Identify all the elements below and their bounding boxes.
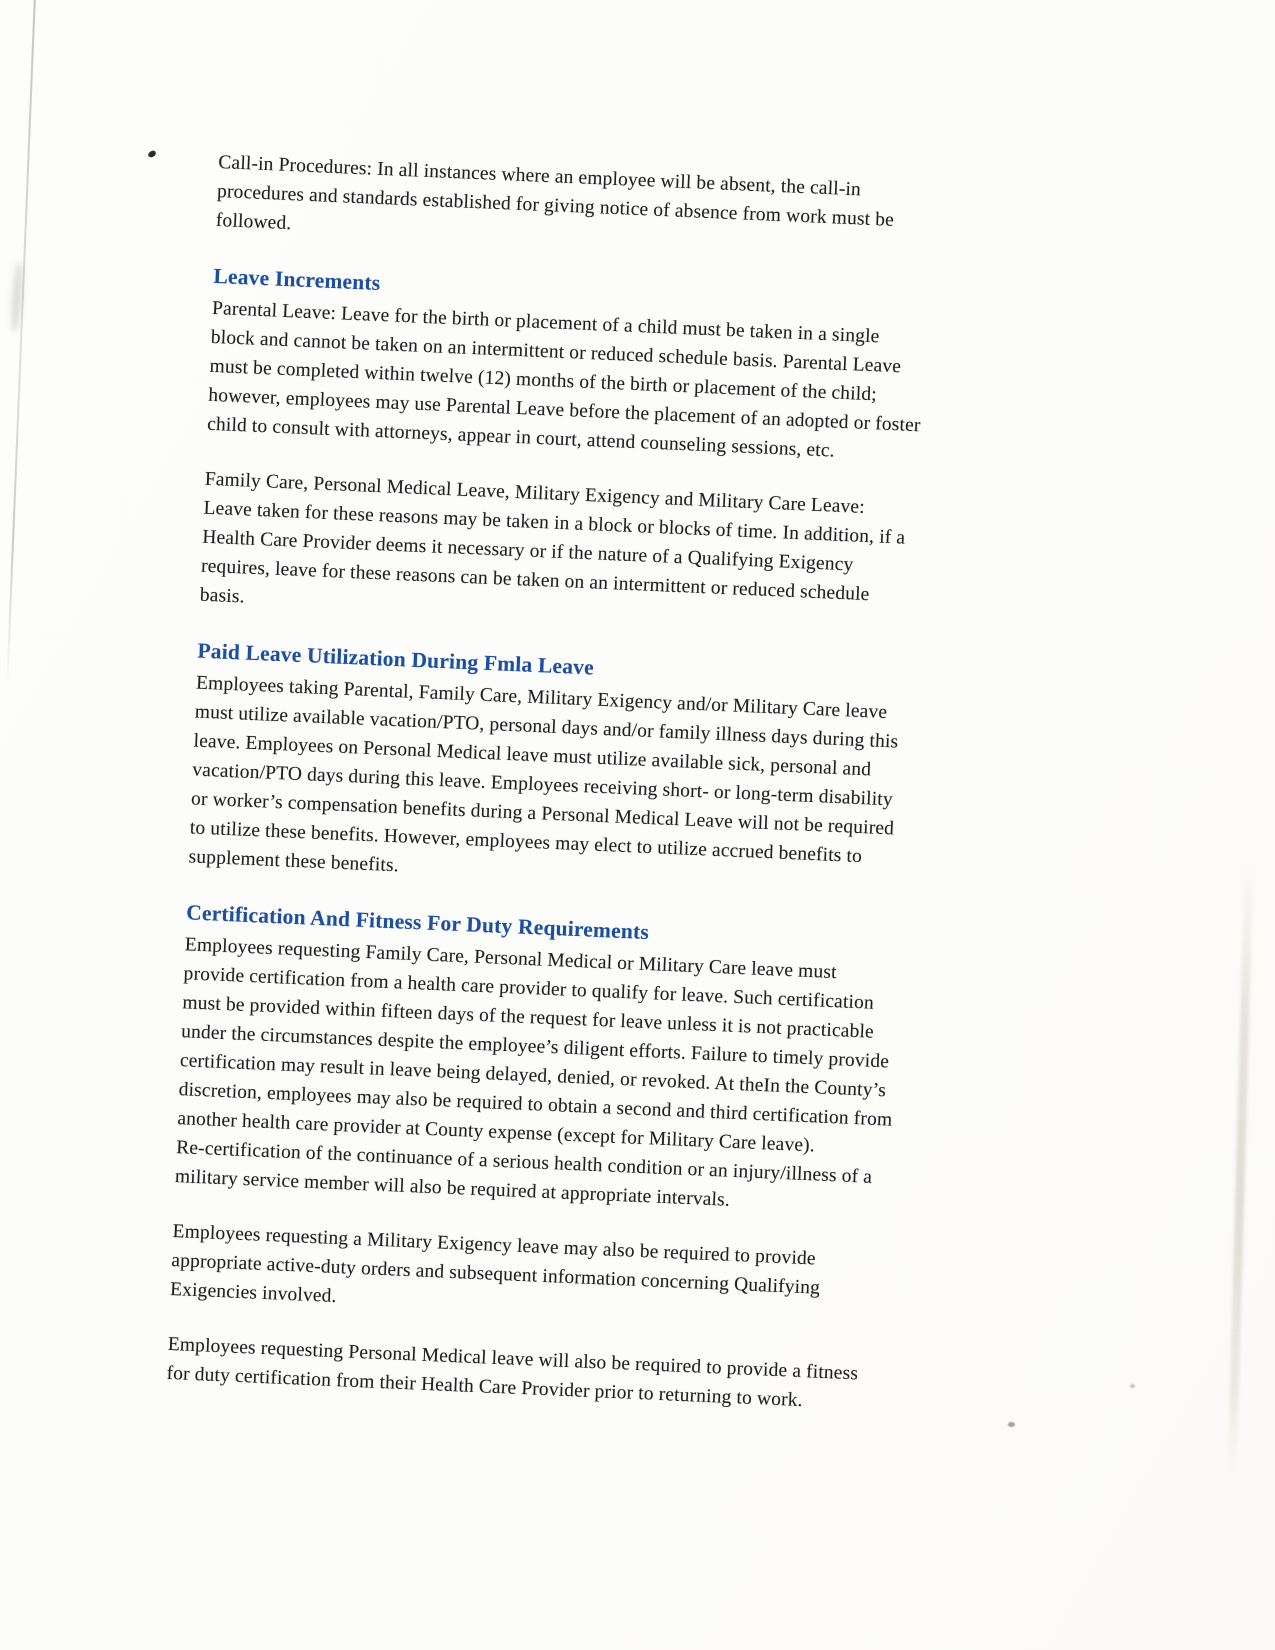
heading-paid-leave-utilization: Paid Leave Utilization During Fmla Leave: [196, 638, 595, 680]
heading-certification-fitness-for-duty: Certification And Fitness For Duty Requirements: [185, 900, 650, 945]
document-text-block: [165, 148, 1098, 1451]
paragraph-fitness-for-duty-certification: Employees requesting Personal Medical leave will also be required to provide a fitness for duty certification from their Health Care Provider prior to returning to work.: [166, 1333, 859, 1412]
scan-edge-streak: [1227, 860, 1253, 1480]
paragraph-family-care-leave: Family Care, Personal Medical Leave, Military Exigency and Military Care Leave: Leave taken for these reasons may be taken in a block or blocks of time. In addition, if a Health Care Provider deems it necessary or if the nature of a Qualifying Exigency requires, leave for these reasons can be taken on an intermittent or reduced schedule basis.: [199, 468, 906, 608]
scan-edge-line: [6, 0, 36, 683]
paragraph-parental-leave: Parental Leave: Leave for the birth or placement of a child must be taken in a single block and cannot be taken on an intermittent or reduced schedule basis. Parental Leave must be completed within twelve (12) months of the birth or placement of the child; however, employees may use Parental Leave before the placement of an adopted or foster child to consult with attorneys, appear in court, attend counseling sessions, etc.: [206, 297, 921, 462]
scan-speck: [147, 150, 157, 158]
paragraph-military-exigency-orders: Employees requesting a Military Exigency leave may also be required to provide appropriate active-duty orders and subsequent information concerning Qualifying Exigencies involved.: [169, 1221, 821, 1308]
paragraph-paid-leave-utilization: Employees taking Parental, Family Care, Military Exigency and/or Military Care leave must utilize available vacation/PTO, personal days and/or family illness days during this leave. Employees on Personal Medical leave must utilize available sick, personal and vacation/PTO days during this leave. Employees receiving short- or long-term disability or worker’s compensation benefits during a Personal Medical Leave will not be required to utilize these benefits. However, employees may elect to utilize accrued benefits to supplement these benefits.: [188, 672, 899, 877]
scan-speck: [1130, 1384, 1135, 1388]
paragraph-certification-requirements: Employees requesting Family Care, Personal Medical or Military Care leave must provide certification from a health care provider to qualify for leave. Such certification must be provided within fifteen days of the request for leave unless it is not practicable under the circumstances despite the employee’s diligent efforts. Failure to timely provide certification may result in leave being delayed, denied, or revoked. At theIn the County’s discretion, employees may also be required to obtain a second and third certification from another health care provider at County expense (except for Military Care leave). Re-certification of the continuance of a serious health condition or an injury/illness of a military service member will also be required at appropriate intervals.: [174, 934, 893, 1211]
heading-leave-increments: Leave Increments: [213, 263, 381, 296]
paragraph-call-in-procedures: Call-in Procedures: In all instances where an employee will be absent, the call-in procedures and standards established for giving notice of absence from work must be followed.: [215, 151, 895, 235]
